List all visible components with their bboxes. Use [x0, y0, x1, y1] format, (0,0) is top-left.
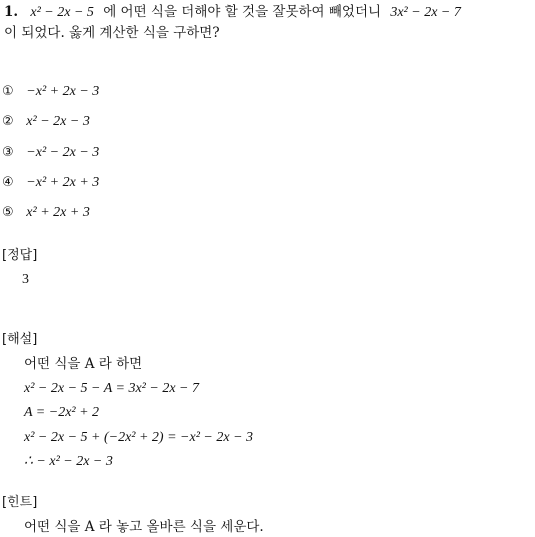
explanation-line-2: x² − 2x − 5 − A = 3x² − 2x − 7 [24, 381, 199, 396]
choice-expression: −x² − 2x − 3 [26, 145, 100, 160]
choice-expression: x² − 2x − 3 [26, 114, 90, 129]
answer-value: 3 [22, 272, 29, 287]
choice-2[interactable] [2, 111, 90, 132]
choice-marker: ② [2, 114, 14, 129]
question-line-1 [4, 2, 461, 23]
choice-expression: x² + 2x + 3 [26, 205, 90, 220]
choice-expression: −x² + 2x − 3 [26, 84, 100, 99]
explanation-line-1: 어떤 식을 A 라 하면 [24, 356, 143, 372]
choice-marker: ③ [2, 145, 14, 160]
explanation-line-4: x² − 2x − 5 + (−2x² + 2) = −x² − 2x − 3 [24, 430, 254, 445]
hint-text: 어떤 식을 A 라 놓고 올바른 식을 세운다. [24, 519, 264, 535]
answer-label: [정답] [2, 248, 38, 263]
choice-1[interactable] [2, 81, 99, 102]
question-text: 에 어떤 식을 더해야 할 것을 잘못하여 빼었더니 [103, 4, 382, 20]
choice-expression: −x² + 2x + 3 [26, 175, 100, 190]
choice-marker: ④ [2, 175, 14, 190]
hint-label: [힌트] [2, 495, 38, 510]
choice-4[interactable] [2, 172, 99, 193]
choice-5[interactable] [2, 202, 90, 223]
question-expression: x² − 2x − 5 [30, 5, 94, 20]
choice-marker: ① [2, 84, 14, 99]
explanation-line-5: ∴ − x² − 2x − 3 [24, 454, 113, 469]
question-number: 1. [4, 4, 19, 20]
question-result-expression: 3x² − 2x − 7 [390, 5, 461, 20]
explanation-label: [해설] [2, 332, 38, 347]
choice-3[interactable] [2, 142, 99, 163]
question-line-2: 이 되었다. 옳게 계산한 식을 구하면? [4, 25, 220, 41]
explanation-line-3: A = −2x² + 2 [24, 405, 100, 420]
choice-marker: ⑤ [2, 205, 14, 220]
